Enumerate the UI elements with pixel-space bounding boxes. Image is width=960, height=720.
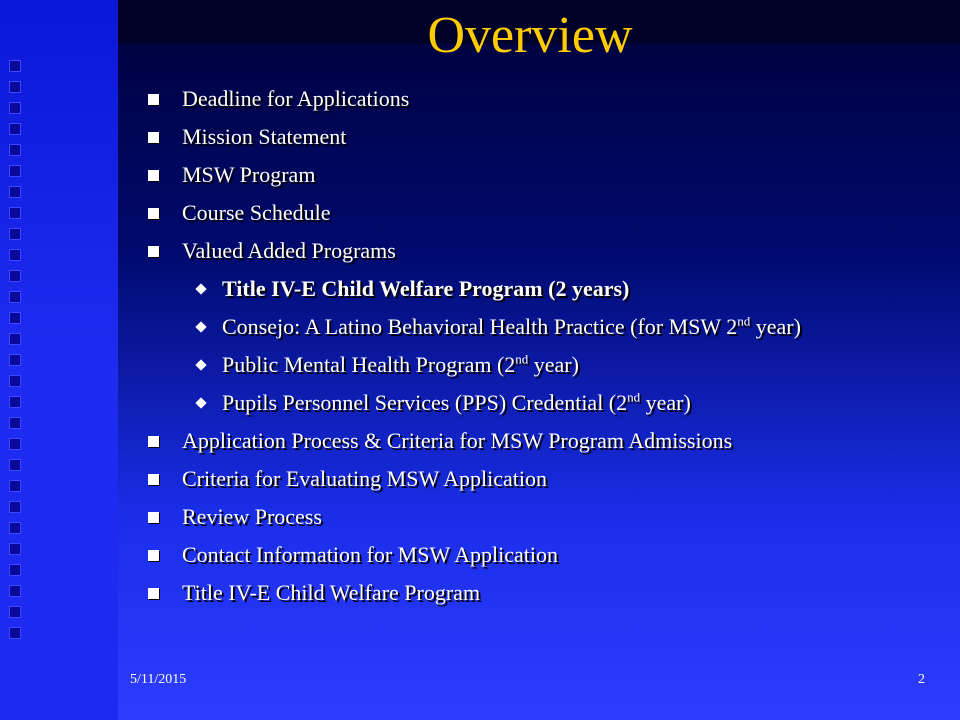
ordinal-superscript: nd — [627, 389, 641, 405]
ordinal-superscript: nd — [737, 313, 751, 329]
list-item-text: Deadline for Applications — [182, 86, 410, 111]
slide-title: Overview — [427, 7, 633, 64]
decor-square — [9, 333, 21, 345]
decor-square — [9, 480, 21, 492]
list-item — [140, 428, 930, 454]
list-item — [140, 542, 930, 568]
list-item — [140, 504, 930, 530]
decor-square — [9, 606, 21, 618]
list-item — [140, 162, 930, 188]
overview-list — [140, 86, 930, 618]
decor-square — [9, 207, 21, 219]
square-bullet-icon — [148, 132, 159, 143]
decor-square — [9, 228, 21, 240]
decor-square — [9, 102, 21, 114]
decor-square — [9, 543, 21, 555]
square-bullet-icon — [148, 208, 159, 219]
decor-square — [9, 186, 21, 198]
decor-square — [9, 627, 21, 639]
decor-square — [9, 165, 21, 177]
list-item — [140, 238, 930, 264]
square-bullet-icon — [148, 94, 159, 105]
list-item-text: Contact Information for MSW Application — [182, 542, 558, 567]
decor-square — [9, 438, 21, 450]
list-item — [140, 124, 930, 150]
list-item-text: Review Process — [182, 504, 322, 529]
sub-item-text — [222, 352, 579, 377]
decor-square — [9, 459, 21, 471]
left-square-column — [0, 60, 30, 660]
decor-square — [9, 270, 21, 282]
sub-item-prefix: Public Mental Health Program (2 — [222, 352, 516, 377]
decor-square — [9, 375, 21, 387]
square-bullet-icon — [148, 436, 159, 447]
square-bullet-icon — [148, 550, 159, 561]
decor-square — [9, 354, 21, 366]
page-number: 2 — [918, 672, 925, 687]
list-item-text: Mission Statement — [182, 124, 347, 149]
square-bullet-icon — [148, 474, 159, 485]
decor-square — [9, 522, 21, 534]
left-decor-strip — [0, 0, 118, 720]
square-bullet-icon — [148, 512, 159, 523]
sub-list-item — [140, 352, 930, 378]
list-item-text: Course Schedule — [182, 200, 331, 225]
decor-square — [9, 585, 21, 597]
decor-square — [9, 501, 21, 513]
square-bullet-icon — [148, 246, 159, 257]
decor-square — [9, 123, 21, 135]
list-item — [140, 580, 930, 606]
decor-square — [9, 564, 21, 576]
list-item — [140, 86, 930, 112]
sub-item-text — [222, 390, 691, 415]
list-item-text: Application Process & Criteria for MSW Program Admissions — [182, 428, 733, 453]
sub-item-text — [222, 314, 801, 339]
sub-list-item — [140, 276, 930, 302]
sub-item-prefix: Consejo: A Latino Behavioral Health Practice (for MSW 2 — [222, 314, 738, 339]
ordinal-superscript: nd — [515, 351, 529, 367]
decor-square — [9, 81, 21, 93]
decor-square — [9, 291, 21, 303]
square-bullet-icon — [148, 588, 159, 599]
decor-square — [9, 144, 21, 156]
decor-square — [9, 312, 21, 324]
list-item-text: MSW Program — [182, 162, 316, 187]
sub-item-text: Title IV-E Child Welfare Program (2 years) — [222, 276, 630, 301]
diamond-bullet-icon — [195, 359, 206, 370]
sub-item-suffix: year) — [750, 314, 801, 339]
footer-date: 5/11/2015 — [130, 672, 187, 687]
diamond-bullet-icon — [195, 397, 206, 408]
list-item-text: Criteria for Evaluating MSW Application — [182, 466, 547, 491]
diamond-bullet-icon — [195, 321, 206, 332]
list-item-text: Title IV-E Child Welfare Program — [182, 580, 481, 605]
list-item-text: Valued Added Programs — [182, 238, 396, 263]
decor-square — [9, 249, 21, 261]
sub-item-prefix: Pupils Personnel Services (PPS) Credential (2 — [222, 390, 628, 415]
sub-item-suffix: year) — [640, 390, 691, 415]
decor-square — [9, 417, 21, 429]
sub-list-item — [140, 314, 930, 340]
square-bullet-icon — [148, 170, 159, 181]
sub-list-item — [140, 390, 930, 416]
decor-square — [9, 396, 21, 408]
list-item — [140, 466, 930, 492]
list-item — [140, 200, 930, 226]
sub-item-suffix: year) — [528, 352, 579, 377]
diamond-bullet-icon — [195, 283, 206, 294]
